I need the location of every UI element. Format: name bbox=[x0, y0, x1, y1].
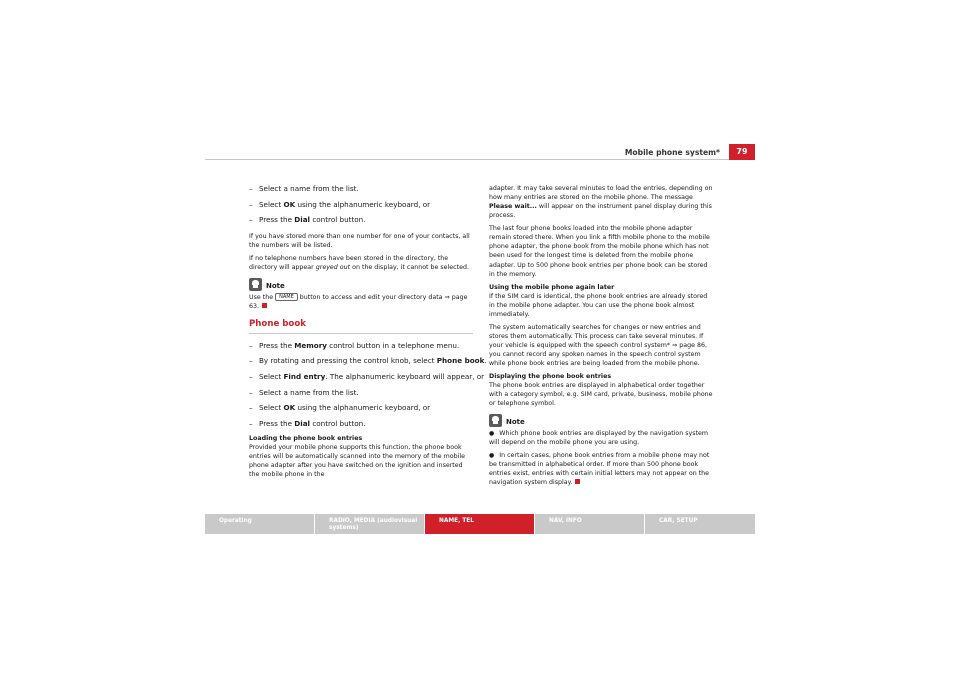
paragraph: adapter. It may take several minutes to load the entries, depending on how many entries are stored on the mobile phone. The message Please wait... will appear on the instrument panel display during this process. bbox=[489, 185, 713, 220]
paragraph: The last four phone books loaded into the mobile phone adapter remain stored there. When you link a fifth mobile phone to the mobile phone adapter, the phone book from the mobile phone which has not been used for the longest time is deleted from the mobile phone adapter. Up to 500 phone book entries per phone book can be stored in the memory. bbox=[489, 225, 710, 278]
left-column bbox=[249, 184, 487, 483]
paragraph: If the SIM card is identical, the phone book entries are already stored in the mobile phone adapter. You can use the phone book almost immediately. bbox=[489, 292, 708, 318]
paragraph: If no telephone numbers have been stored in the directory, the directory will appear greyed out on the display, it cannot be selected. bbox=[249, 255, 469, 272]
page-title: Mobile phone system* bbox=[624, 148, 720, 157]
end-marker-icon bbox=[575, 479, 580, 484]
name-key-icon: NAME bbox=[275, 293, 298, 301]
footer-nav bbox=[205, 514, 755, 534]
note-title: Note bbox=[266, 282, 285, 291]
step: – Press the Memory control button in a telephone menu. bbox=[249, 340, 460, 350]
right-column bbox=[489, 184, 715, 490]
tab-nav-info[interactable]: NAV, INFO bbox=[535, 514, 645, 534]
note-header bbox=[489, 412, 715, 427]
tab-radio-media[interactable]: RADIO, MEDIA (audiovisual systems) bbox=[315, 514, 425, 534]
paragraph: If you have stored more than one number for one of your contacts, all the numbers will be listed. bbox=[249, 233, 470, 250]
header-rule bbox=[205, 159, 755, 160]
note-bullet: ● In certain cases, phone book entries from a mobile phone may not be transmitted in alphabetical order. If more than 500 phone book entries exist, entries with certain initial letters may not appear on the navigation system display. bbox=[489, 451, 710, 486]
note-text: Use the NAME button to access and edit your directory data ⇒ page 63. bbox=[249, 294, 468, 311]
step: – Select OK using the alphanumeric keyboard, or bbox=[249, 403, 431, 413]
tab-operating[interactable]: Operating bbox=[205, 514, 315, 534]
subheading: Loading the phone book entries bbox=[249, 435, 363, 443]
subheading: Displaying the phone book entries bbox=[489, 372, 612, 380]
page-number: 79 bbox=[729, 144, 755, 160]
subheading: Using the mobile phone again later bbox=[489, 283, 615, 291]
bullet-icon: ● bbox=[489, 451, 495, 459]
step: – Select OK using the alphanumeric keyboard, or bbox=[249, 199, 431, 209]
step: – Press the Dial control button. bbox=[249, 419, 366, 429]
step: – Select a name from the list. bbox=[249, 184, 359, 193]
tab-name-tel[interactable]: NAME, TEL bbox=[425, 514, 535, 534]
note-title: Note bbox=[506, 418, 525, 427]
note-icon bbox=[249, 278, 262, 291]
paragraph: Provided your mobile phone supports this function, the phone book entries will be automatically scanned into the memory of the mobile phone adapter after you have switched on the ignition and inserted the mobile phone in the bbox=[249, 444, 465, 479]
tab-car-setup[interactable]: CAR, SETUP bbox=[645, 514, 755, 534]
paragraph: The system automatically searches for changes or new entries and stores them automatically. This process can take several minutes. If your vehicle is equipped with the speech control system* ⇒ page 86, you cannot record any spoken names in the speech control system while phone book entries are being loaded from the mobile phone. bbox=[489, 323, 708, 368]
step: – Select a name from the list. bbox=[249, 387, 359, 397]
note-header bbox=[249, 276, 473, 291]
step: – By rotating and pressing the control knob, select Phone book. bbox=[249, 356, 487, 366]
paragraph: The phone book entries are displayed in alphabetical order together with a category symbol, e.g. SIM card, private, business, mobile phone or telephone symbol. bbox=[489, 382, 713, 408]
step: – Select Find entry. The alphanumeric keyboard will appear, or bbox=[249, 372, 485, 381]
note-bullet: ● Which phone book entries are displayed by the navigation system will depend on the mobile phone you are using. bbox=[489, 430, 709, 447]
section-heading: Phone book bbox=[249, 320, 473, 334]
bullet-icon: ● bbox=[489, 430, 495, 438]
end-marker-icon bbox=[262, 303, 267, 308]
step: – Press the Dial control button. bbox=[249, 215, 366, 225]
note-icon bbox=[489, 414, 502, 427]
